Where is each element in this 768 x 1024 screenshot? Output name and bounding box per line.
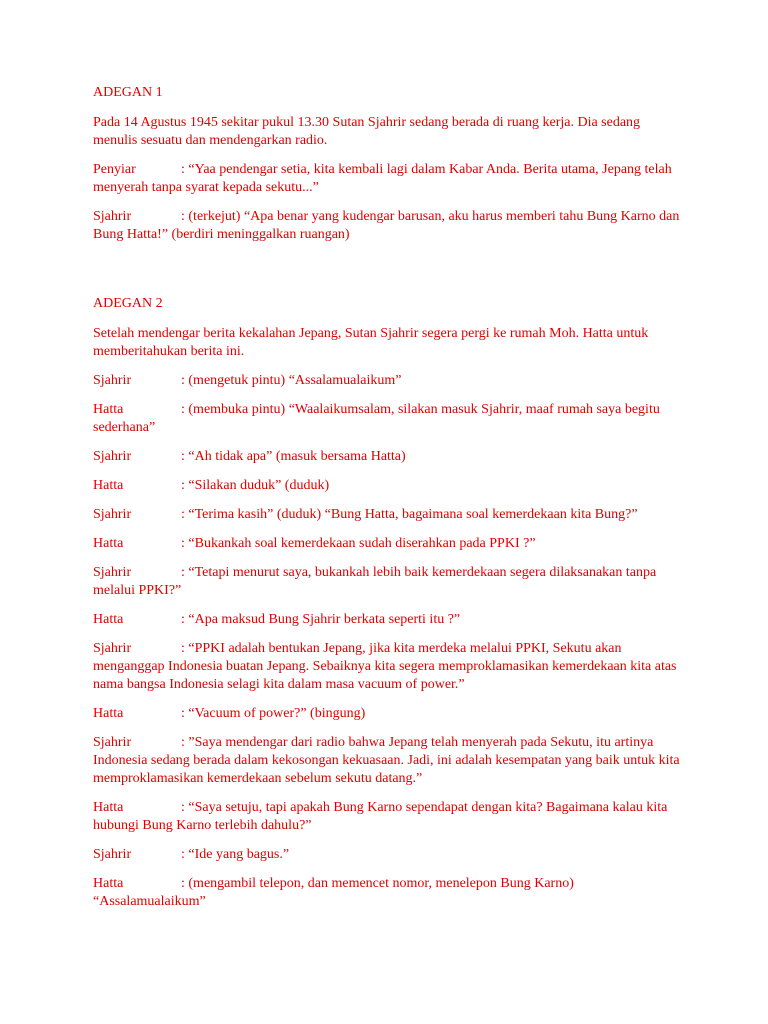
speaker-name: Hatta	[93, 478, 124, 493]
dialogue-line	[93, 875, 683, 911]
dialogue-text: : “Saya setuju, tapi apakah Bung Karno sependapat dengan kita? Bagaimana kalau kita hubungi Bung Karno terlebih dahulu?”	[93, 800, 668, 833]
speaker-name: Sjahrir	[93, 641, 132, 656]
dialogue-line	[93, 448, 683, 466]
dialogue-text: : “Yaa pendengar setia, kita kembali lagi dalam Kabar Anda. Berita utama, Jepang telah menyerah tanpa syarat kepada sekutu...”	[93, 162, 672, 195]
dialogue-text: : ”Saya mendengar dari radio bahwa Jepang telah menyerah pada Sekutu, itu artinya Indonesia sedang berada dalam kekosongan kekuasaan. Jadi, ini adalah kesempatan yang baik untuk kita memproklamasikan kemerdekaan sebelum sekutu datang.”	[93, 735, 680, 786]
scene-2	[93, 295, 683, 911]
dialogue-line	[93, 640, 683, 694]
dialogue-line	[93, 161, 683, 197]
dialogue-text: : “Ide yang bagus.”	[181, 847, 290, 862]
dialogue-text: : “Ah tidak apa” (masuk bersama Hatta)	[181, 449, 406, 464]
scene-1	[93, 84, 683, 244]
dialogue-line	[93, 372, 683, 390]
dialogue-text: : “Bukankah soal kemerdekaan sudah diserahkan pada PPKI ?”	[181, 536, 536, 551]
scene-spacer	[93, 255, 683, 295]
speaker-name: Hatta	[93, 800, 124, 815]
speaker-name: Sjahrir	[93, 847, 132, 862]
dialogue-text: : “Apa maksud Bung Sjahrir berkata seperti itu ?”	[181, 612, 461, 627]
dialogue-line	[93, 477, 683, 495]
speaker-name: Sjahrir	[93, 449, 132, 464]
scene-intro: Setelah mendengar berita kekalahan Jepang, Sutan Sjahrir segera pergi ke rumah Moh. Hatta untuk memberitahukan berita ini.	[93, 326, 649, 359]
dialogue-line	[93, 401, 683, 437]
dialogue-line	[93, 208, 683, 244]
dialogue-line	[93, 506, 683, 524]
speaker-name: Hatta	[93, 706, 124, 721]
speaker-name: Sjahrir	[93, 507, 132, 522]
dialogue-text: : (mengambil telepon, dan memencet nomor, menelepon Bung Karno) “Assalamualaikum”	[93, 876, 574, 909]
dialogue-text: : (terkejut) “Apa benar yang kudengar barusan, aku harus memberi tahu Bung Karno dan Bung Hatta!” (berdiri meninggalkan ruangan)	[93, 209, 680, 242]
dialogue-line	[93, 734, 683, 788]
speaker-name: Sjahrir	[93, 565, 132, 580]
scene-intro: Pada 14 Agustus 1945 sekitar pukul 13.30 Sutan Sjahrir sedang berada di ruang kerja. Dia sedang menulis sesuatu dan mendengarkan radio.	[93, 115, 641, 148]
dialogue-text: : (membuka pintu) “Waalaikumsalam, silakan masuk Sjahrir, maaf rumah saya begitu sederhana”	[93, 402, 660, 435]
dialogue-text: : “Terima kasih” (duduk) “Bung Hatta, bagaimana soal kemerdekaan kita Bung?”	[181, 507, 638, 522]
scene-heading: ADEGAN 2	[93, 296, 163, 311]
speaker-name: Hatta	[93, 536, 124, 551]
dialogue-line	[93, 535, 683, 553]
dialogue-text: : “Tetapi menurut saya, bukankah lebih baik kemerdekaan segera dilaksanakan tanpa melalui PPKI?”	[93, 565, 657, 598]
dialogue-text: : (mengetuk pintu) “Assalamualaikum”	[181, 373, 402, 388]
speaker-name: Sjahrir	[93, 209, 132, 224]
dialogue-text: : “Silakan duduk” (duduk)	[181, 478, 330, 493]
speaker-name: Sjahrir	[93, 735, 132, 750]
speaker-name: Penyiar	[93, 162, 136, 177]
speaker-name: Hatta	[93, 612, 124, 627]
dialogue-line	[93, 611, 683, 629]
speaker-name: Sjahrir	[93, 373, 132, 388]
dialogue-line	[93, 846, 683, 864]
dialogue-text: : “PPKI adalah bentukan Jepang, jika kita merdeka melalui PPKI, Sekutu akan menganggap Indonesia buatan Jepang. Sebaiknya kita segera memproklamasikan kemerdekaan kita atas nama bangsa Indonesia selagi kita dalam masa vacuum of power.”	[93, 641, 677, 692]
dialogue-line	[93, 564, 683, 600]
speaker-name: Hatta	[93, 402, 124, 417]
script-content	[93, 84, 683, 922]
dialogue-line	[93, 705, 683, 723]
dialogue-text: : “Vacuum of power?” (bingung)	[181, 706, 366, 721]
scene-heading: ADEGAN 1	[93, 85, 163, 100]
speaker-name: Hatta	[93, 876, 124, 891]
dialogue-line	[93, 799, 683, 835]
